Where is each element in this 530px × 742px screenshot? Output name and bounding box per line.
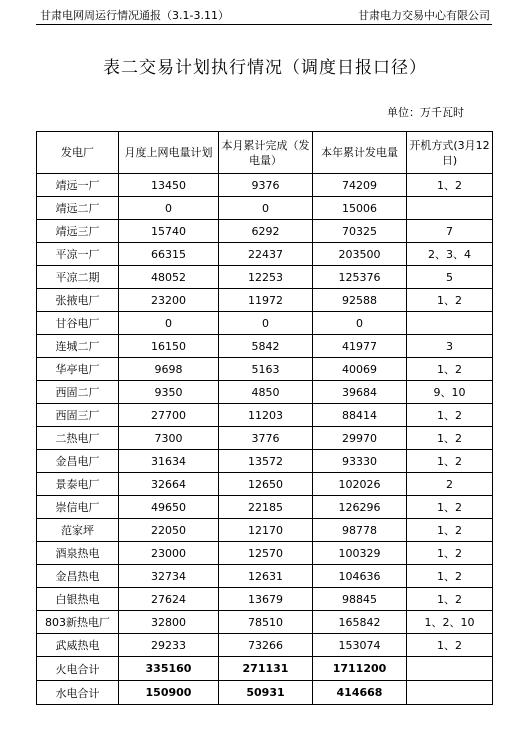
unit-mode-cell: 1、2	[407, 565, 493, 588]
month-completed-cell: 3776	[219, 427, 313, 450]
monthly-plan-cell: 15740	[119, 220, 219, 243]
year-generation-cell: 15006	[313, 197, 407, 220]
year-generation-cell: 104636	[313, 565, 407, 588]
year-generation-cell: 203500	[313, 243, 407, 266]
unit-mode-cell: 1、2	[407, 634, 493, 657]
month-completed-cell: 4850	[219, 381, 313, 404]
table-body	[37, 174, 493, 705]
plant-name-cell: 武威热电	[37, 634, 119, 657]
year-generation-cell: 102026	[313, 473, 407, 496]
monthly-plan-cell: 27624	[119, 588, 219, 611]
unit-mode-cell: 2	[407, 473, 493, 496]
unit-mode-cell: 1、2	[407, 450, 493, 473]
monthly-plan-cell: 16150	[119, 335, 219, 358]
table-row	[37, 174, 493, 197]
column-header-plant: 发电厂	[37, 132, 119, 174]
year-generation-cell: 153074	[313, 634, 407, 657]
unit-mode-cell: 1、2	[407, 519, 493, 542]
trading-plan-table	[36, 131, 493, 705]
plant-name-cell: 西固二厂	[37, 381, 119, 404]
year-generation-cell: 40069	[313, 358, 407, 381]
monthly-plan-cell: 13450	[119, 174, 219, 197]
table-row	[37, 220, 493, 243]
table-row	[37, 450, 493, 473]
monthly-plan-cell: 32664	[119, 473, 219, 496]
plant-name-cell: 火电合计	[37, 657, 119, 681]
unit-label: 单位：万千瓦时	[387, 106, 464, 119]
unit-mode-cell	[407, 197, 493, 220]
column-header-month-completed: 本月累计完成（发电量）	[219, 132, 313, 174]
table-row	[37, 473, 493, 496]
table-row	[37, 312, 493, 335]
table-row	[37, 519, 493, 542]
total-row	[37, 681, 493, 705]
plant-name-cell: 靖远三厂	[37, 220, 119, 243]
table-row	[37, 335, 493, 358]
plant-name-cell: 水电合计	[37, 681, 119, 705]
year-generation-cell: 88414	[313, 404, 407, 427]
monthly-plan-cell: 335160	[119, 657, 219, 681]
unit-mode-cell: 2、3、4	[407, 243, 493, 266]
table-header-row	[37, 132, 493, 174]
month-completed-cell: 50931	[219, 681, 313, 705]
table-row	[37, 611, 493, 634]
table-row	[37, 404, 493, 427]
plant-name-cell: 803新热电厂	[37, 611, 119, 634]
month-completed-cell: 271131	[219, 657, 313, 681]
plant-name-cell: 白银热电	[37, 588, 119, 611]
month-completed-cell: 0	[219, 312, 313, 335]
table-row	[37, 496, 493, 519]
year-generation-cell: 92588	[313, 289, 407, 312]
unit-mode-cell: 3	[407, 335, 493, 358]
plant-name-cell: 景泰电厂	[37, 473, 119, 496]
unit-mode-cell: 1、2	[407, 427, 493, 450]
year-generation-cell: 165842	[313, 611, 407, 634]
monthly-plan-cell: 48052	[119, 266, 219, 289]
table-row	[37, 289, 493, 312]
table-row	[37, 197, 493, 220]
month-completed-cell: 13572	[219, 450, 313, 473]
month-completed-cell: 13679	[219, 588, 313, 611]
month-completed-cell: 12170	[219, 519, 313, 542]
unit-mode-cell	[407, 681, 493, 705]
month-completed-cell: 6292	[219, 220, 313, 243]
monthly-plan-cell: 23000	[119, 542, 219, 565]
plant-name-cell: 二热电厂	[37, 427, 119, 450]
report-header-title: 甘肃电网周运行情况通报（3.1-3.11）	[40, 9, 229, 22]
month-completed-cell: 9376	[219, 174, 313, 197]
monthly-plan-cell: 29233	[119, 634, 219, 657]
year-generation-cell: 0	[313, 312, 407, 335]
month-completed-cell: 5163	[219, 358, 313, 381]
table-row	[37, 634, 493, 657]
plant-name-cell: 张掖电厂	[37, 289, 119, 312]
total-row	[37, 657, 493, 681]
month-completed-cell: 5842	[219, 335, 313, 358]
month-completed-cell: 12570	[219, 542, 313, 565]
month-completed-cell: 11203	[219, 404, 313, 427]
month-completed-cell: 22437	[219, 243, 313, 266]
plant-name-cell: 甘谷电厂	[37, 312, 119, 335]
monthly-plan-cell: 7300	[119, 427, 219, 450]
monthly-plan-cell: 0	[119, 197, 219, 220]
unit-mode-cell	[407, 312, 493, 335]
header-divider	[36, 24, 492, 25]
monthly-plan-cell: 22050	[119, 519, 219, 542]
year-generation-cell: 74209	[313, 174, 407, 197]
plant-name-cell: 西固三厂	[37, 404, 119, 427]
year-generation-cell: 41977	[313, 335, 407, 358]
year-generation-cell: 29970	[313, 427, 407, 450]
monthly-plan-cell: 23200	[119, 289, 219, 312]
table-row	[37, 381, 493, 404]
year-generation-cell: 126296	[313, 496, 407, 519]
monthly-plan-cell: 9350	[119, 381, 219, 404]
month-completed-cell: 78510	[219, 611, 313, 634]
plant-name-cell: 范家坪	[37, 519, 119, 542]
year-generation-cell: 100329	[313, 542, 407, 565]
plant-name-cell: 平凉一厂	[37, 243, 119, 266]
plant-name-cell: 靖远一厂	[37, 174, 119, 197]
monthly-plan-cell: 32734	[119, 565, 219, 588]
table-row	[37, 565, 493, 588]
plant-name-cell: 平凉二期	[37, 266, 119, 289]
plant-name-cell: 连城二厂	[37, 335, 119, 358]
monthly-plan-cell: 150900	[119, 681, 219, 705]
year-generation-cell: 70325	[313, 220, 407, 243]
table-row	[37, 588, 493, 611]
unit-mode-cell: 1、2	[407, 588, 493, 611]
month-completed-cell: 22185	[219, 496, 313, 519]
unit-mode-cell: 5	[407, 266, 493, 289]
unit-mode-cell: 9、10	[407, 381, 493, 404]
month-completed-cell: 73266	[219, 634, 313, 657]
table-row	[37, 358, 493, 381]
year-generation-cell: 414668	[313, 681, 407, 705]
unit-mode-cell: 1、2、10	[407, 611, 493, 634]
column-header-year-generation: 本年累计发电量	[313, 132, 407, 174]
year-generation-cell: 39684	[313, 381, 407, 404]
table-row	[37, 243, 493, 266]
month-completed-cell: 0	[219, 197, 313, 220]
monthly-plan-cell: 31634	[119, 450, 219, 473]
unit-mode-cell: 1、2	[407, 174, 493, 197]
monthly-plan-cell: 32800	[119, 611, 219, 634]
report-header-company: 甘肃电力交易中心有限公司	[358, 9, 490, 22]
plant-name-cell: 金昌热电	[37, 565, 119, 588]
unit-mode-cell: 1、2	[407, 289, 493, 312]
unit-mode-cell: 1、2	[407, 496, 493, 519]
unit-mode-cell: 1、2	[407, 404, 493, 427]
plant-name-cell: 华亭电厂	[37, 358, 119, 381]
plant-name-cell: 金昌电厂	[37, 450, 119, 473]
year-generation-cell: 1711200	[313, 657, 407, 681]
unit-mode-cell: 1、2	[407, 542, 493, 565]
plant-name-cell: 靖远二厂	[37, 197, 119, 220]
table-row	[37, 542, 493, 565]
table-row	[37, 266, 493, 289]
page-title: 表二交易计划执行情况（调度日报口径）	[103, 58, 427, 78]
plant-name-cell: 崇信电厂	[37, 496, 119, 519]
monthly-plan-cell: 66315	[119, 243, 219, 266]
monthly-plan-cell: 49650	[119, 496, 219, 519]
month-completed-cell: 11972	[219, 289, 313, 312]
month-completed-cell: 12631	[219, 565, 313, 588]
monthly-plan-cell: 9698	[119, 358, 219, 381]
unit-mode-cell	[407, 657, 493, 681]
column-header-unit-mode: 开机方式(3月12日)	[407, 132, 493, 174]
year-generation-cell: 93330	[313, 450, 407, 473]
month-completed-cell: 12650	[219, 473, 313, 496]
unit-mode-cell: 1、2	[407, 358, 493, 381]
year-generation-cell: 125376	[313, 266, 407, 289]
monthly-plan-cell: 27700	[119, 404, 219, 427]
year-generation-cell: 98778	[313, 519, 407, 542]
table-row	[37, 427, 493, 450]
plant-name-cell: 酒泉热电	[37, 542, 119, 565]
column-header-monthly-plan: 月度上网电量计划	[119, 132, 219, 174]
unit-mode-cell: 7	[407, 220, 493, 243]
month-completed-cell: 12253	[219, 266, 313, 289]
monthly-plan-cell: 0	[119, 312, 219, 335]
year-generation-cell: 98845	[313, 588, 407, 611]
